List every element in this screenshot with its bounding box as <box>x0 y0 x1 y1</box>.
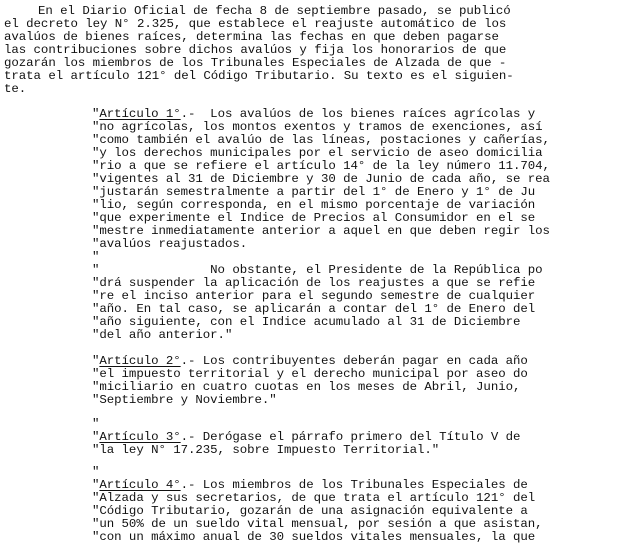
article-1-para2-line: " No obstante, el Presidente de la República po <box>92 263 543 277</box>
article-1-line: "que experimente el Indice de Precios al Consumidor en el se <box>92 211 536 225</box>
intro-line: gozarán los miembros de los Tribunales Especiales de Alzada de que - <box>4 56 507 70</box>
article-1-para2-line: "año. En tal caso, se aplicarán a contar del 1° de Enero del <box>92 302 536 316</box>
intro-line: trata el artículo 121° del Código Tributario. Su texto es el siguien- <box>4 69 514 83</box>
article-1-line: "mestre inmediatamente anterior a aquel en que deben regir los <box>92 224 550 238</box>
article-1-para2-line: "re el inciso anterior para el segundo semestre de cualquier <box>92 289 536 303</box>
article-2-first-line-rest: .- Los contribuyentes deberán pagar en cada año <box>180 354 528 368</box>
intro-line: te. <box>4 82 27 96</box>
article-4-line: "con un máximo anual de 30 sueldos vitales mensuales, la que <box>92 530 536 544</box>
article-1-line: "avalúos reajustados. <box>92 237 248 251</box>
article-1-first-line-rest: .- Los avalúos de los bienes raíces agrícolas y <box>180 107 536 121</box>
intro-line: En el Diario Oficial de fecha 8 de septiembre pasado, se publicó <box>38 4 511 18</box>
article-2-heading: Artículo 2° <box>99 354 181 368</box>
quote-mark: " <box>92 430 100 444</box>
article-1-line: "rio a que se refiere el artículo 14° de la ley número 11.704, <box>92 159 550 173</box>
quote-mark: " <box>92 107 100 121</box>
article-1-line: "no agrícolas, los montos exentos y tramos de exenciones, así <box>92 120 543 134</box>
article-1-para2-line: "año siguiente, con el Indice acumulado al 31 de Diciembre <box>92 315 521 329</box>
article-2-line: "el impuesto territorial y el derecho municipal por aseo do <box>92 367 528 381</box>
article-3-first-line-rest: .- Derógase el párrafo primero del Título V de <box>180 430 521 444</box>
blank-quote-line: " <box>92 417 100 431</box>
article-1-heading: Artículo 1° <box>99 107 181 121</box>
quote-mark: " <box>92 478 100 492</box>
intro-line: avalúos de bienes raíces, determina las fechas en que deben pagarse <box>4 30 499 44</box>
article-4-line: "Alzada y sus secretarios, de que trata el artículo 121° del <box>92 491 536 505</box>
article-4-first-line-rest: .- Los miembros de los Tribunales Especiales de <box>180 478 528 492</box>
intro-line: el decreto ley N° 2.325, que establece el reajuste automático de los <box>4 17 507 31</box>
article-1-line: "lio, según corresponda, en el mismo porcentaje de variación <box>92 198 536 212</box>
article-4-line: "Código Tributario, gozarán de una asignación equivalente a <box>92 504 528 518</box>
article-1-line: "justarán semestralmente a partir del 1° de Enero y 1° de Ju <box>92 185 536 199</box>
blank-quote-line: " <box>92 465 100 479</box>
quote-mark: " <box>92 354 100 368</box>
article-3-line: "la ley N° 17.235, sobre Impuesto Territorial." <box>92 443 440 457</box>
article-2-line: "miciliario en cuatro cuotas en los meses de Abril, Junio, <box>92 380 521 394</box>
article-1-para2-line: "drá suspender la aplicación de los reajustes a que se refie <box>92 276 536 290</box>
article-2-line: "Septiembre y Noviembre." <box>92 393 277 407</box>
article-1-line: "vigentes al 31 de Diciembre y 30 de Junio de cada año, se rea <box>92 172 550 186</box>
article-1-line: " <box>92 250 100 264</box>
article-3-heading: Artículo 3° <box>99 430 181 444</box>
article-1-line: "y los derechos municipales por el servicio de aseo domicilia <box>92 146 543 160</box>
article-1-para2-line: "del año anterior." <box>92 328 233 342</box>
intro-line: las contribuciones sobre dichos avalúos y fija los honorarios de que <box>4 43 507 57</box>
article-1-line: "como también el avalúo de las líneas, postaciones y cañerías, <box>92 133 550 147</box>
article-4-line: "un 50% de un sueldo vital mensual, por sesión a que asistan, <box>92 517 543 531</box>
article-4-heading: Artículo 4° <box>99 478 181 492</box>
